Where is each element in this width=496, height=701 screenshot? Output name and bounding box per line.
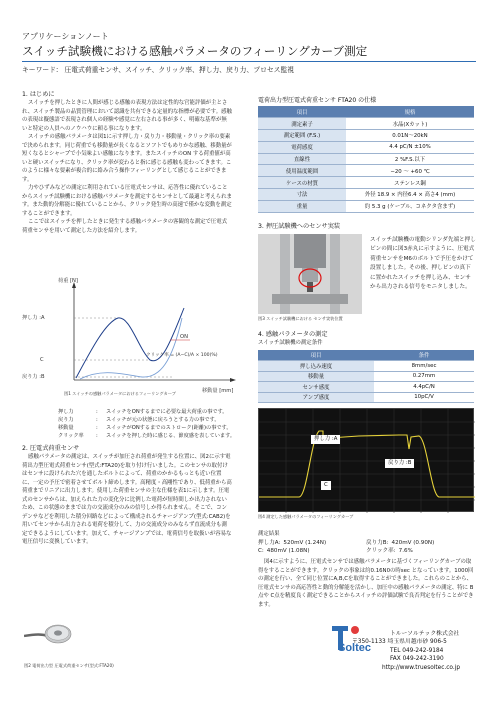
sensor-photo (24, 612, 80, 654)
table-cell: 水晶(Xカット) (346, 118, 474, 130)
switch-tester-image (258, 234, 362, 314)
table-cell: 重量 (258, 200, 346, 212)
push-force-label: 押し力 :A (22, 315, 45, 321)
table-row (258, 130, 474, 142)
oscilloscope-trace (259, 409, 475, 513)
document-series: アプリケーションノート (22, 32, 109, 41)
result-key: C: (258, 548, 264, 555)
table-cell: 外径 18.9 × 内径6.4 × 高さ4 (mm) (346, 189, 474, 201)
table-header-row (258, 350, 474, 361)
definition-desc: スイッチがONするまでのストローク(距離)の事です。 (106, 425, 232, 431)
table-cell: 寸法 (258, 189, 346, 201)
table-cell: 直線性 (258, 153, 346, 165)
oscilloscope-figure (258, 408, 474, 512)
table-cell: 約 5.3 g (ケーブル、コネクタ含まず) (346, 200, 474, 212)
section-2-paragraph: 感触パラメータの測定は、スイッチが加圧され荷重が発生する位置に、図2に示す電荷出力型圧電式荷重センサ(型式:FTA20)を取り付け行いました。このセンサの取付けはセンサに設けられた穴を通したボルトによって、荷重のかかるもっとも近い位置に、一定の予圧で密着させてボルト締めします。高精度・高剛性であり、低荷重から高荷重までリニアに出力します。使用した荷重センサの主な仕様を表1に示します。圧電式のセンサからは、加えられた力の変化分に比例した電荷が短時間しか出力されないため、この状態のままでは力の交流成分のみの信号しか得られません。そこで、コンデンサなどを利用した積分回路などによって構成されるチャージアンプ(型式:CAB2)を用いてセンサから出力される電荷を積分して、力の交流成分のみならず直流成分も測定できるようにしています。加えて、チャージアンプでは、電荷信号を取扱いが容易な電圧信号に変換しています。 (22, 454, 232, 545)
table-cell: 電荷感度 (258, 141, 346, 153)
keywords-label: キーワード: (22, 66, 59, 74)
results-title: 測定結果 (258, 531, 280, 537)
scope-label-a: 押し力 :A (311, 435, 340, 444)
table-header-cell: 条件 (374, 350, 474, 361)
table-cell: 測定範囲 (F.S.) (258, 130, 346, 142)
keywords-text: 圧電式荷重センサ、スイッチ、クリック率、押し力、戻り力、プロセス監視 (64, 66, 295, 74)
scope-label-c: C (321, 481, 331, 490)
section-2-heading: 2. 圧電式荷重センサ (22, 445, 80, 452)
table-row (258, 153, 474, 165)
table-1-title: 電荷出力型圧電式荷重センサ FTA20 の仕様 (258, 97, 377, 104)
definition-term: 押し力 (58, 409, 74, 415)
company-info (352, 630, 494, 672)
definition-row: 移動量 : スイッチがONするまでのストローク(距離)の事です。 (58, 425, 232, 431)
section-4-subheading: スイッチ試験機の測定条件 (258, 340, 323, 346)
definition-row: 押し力 : スイッチをONするまでに必要な最大荷重の事です。 (58, 409, 228, 415)
table-header-row (258, 106, 474, 118)
sensor-spec-table (258, 106, 474, 213)
figure-1 (22, 278, 240, 400)
on-label: ON (180, 334, 188, 340)
table-cell: ケースの材質 (258, 177, 346, 189)
return-force-label: 戻り力 :B (22, 374, 45, 380)
definition-term: 移動量 (58, 425, 74, 431)
table-cell: 押し込み速度 (258, 361, 374, 372)
click-ratio-formula: クリック率 = (A−C)/A × 100(%) (146, 353, 218, 358)
table-row (258, 165, 474, 177)
table-row (258, 371, 474, 382)
definition-term: 戻り力 (58, 417, 74, 423)
table-header-cell: 項目 (258, 350, 374, 361)
section-1-paragraph: 力やひずみなどの測定に利用されている圧電式センサは、応答性に優れていることからスイッチ試験機における感触パラメータを測定するセンサとして最適と考えられます。また動的分解能に優れていることから、クリック発生時の高速で僅かな変動を測定することができます。 (22, 185, 232, 217)
table-row (258, 200, 474, 212)
figure-4-caption: 図4 測定した感触パラメータのフィーリングカーブ (258, 514, 354, 519)
company-name: トルーソルテック株式会社 (390, 631, 460, 637)
test-condition-table (258, 350, 474, 403)
y-axis-label: 荷重 [N] (58, 278, 78, 284)
definition-desc: スイッチをONするまでに必要な最大荷重の事です。 (106, 409, 228, 415)
table-cell: 4.4pC/N (374, 382, 474, 393)
scope-label-b: 戻り力 :B (385, 459, 414, 468)
section-4-text: 図4に示すように、圧電式センサでは感触パラメータに基づくフィーリングカーブの取得をすることができます。クリックの事象は約0.16N0の時sec となっています。1000回の測定を行い、全て同じ位置にA,B,Cを取得することができました。これらのことから、圧電式センサの高応答性と動的分解能を活かし、加圧中の感触パラメータの測定、特に B点や C点を精度良く測定できることからスイッチの評価試験で良否判定を行うことができます。 (258, 559, 474, 608)
section-1-paragraph: ここではスイッチを押したときに発生する感触パラメータの客観的な測定で圧電式荷重センサを用いて測定した方法を紹介します。 (22, 219, 228, 234)
result-value: 420mV (0.90N) (391, 540, 435, 546)
table-cell: 2 %F.S.以下 (346, 153, 474, 165)
table-cell: アンプ感度 (258, 392, 374, 403)
result-value: 480mV (1.08N) (266, 548, 310, 555)
table-cell: 4.4 pC/N ±10% (346, 141, 474, 153)
table-row (258, 382, 474, 393)
definition-row: 戻り力 : スイッチが元の状態に戻ろうとする力の事です。 (58, 417, 220, 423)
definition-list (58, 408, 238, 440)
table-cell: センサ感度 (258, 382, 374, 393)
x-axis-label: 移動量 [mm] (202, 388, 234, 394)
section-4-heading: 4. 感触パラメータの測定 (258, 331, 328, 338)
table-cell: 移動量 (258, 371, 374, 382)
table-cell: −20 〜 +60 ℃ (346, 165, 474, 177)
table-row (258, 361, 474, 372)
table-cell: 8mm/sec (374, 361, 474, 372)
section-2 (22, 444, 232, 547)
section-3-heading: 3. 押圧試験機へのセンサ実装 (258, 223, 341, 230)
table-cell: 0.27mm (374, 371, 474, 382)
result-value: 520mV (1.24N) (283, 540, 327, 546)
table-row (258, 392, 474, 403)
table-header-cell: 規格 (346, 106, 474, 118)
section-3-text: スイッチ試験機の電動シリンダ先端と押しピンの間に図3赤丸に示すように、圧電式荷重センサをM6のボルトで予圧をかけて設置しました。その後、押しピンの真下に置かれたスイッチを押し込み、センサから出力される信号をモニタしました。 (370, 237, 476, 291)
logo-text: Soltec (338, 642, 372, 654)
result-key: 戻り力B: (366, 540, 389, 546)
table-cell: ステンレス鋼 (346, 177, 474, 189)
figure-3-caption: 図3 スイッチ試験機における センサ実装位置 (258, 316, 343, 321)
section-1-heading: 1. はじめに (22, 91, 55, 98)
table-cell: 測定素子 (258, 118, 346, 130)
c-point-label: C (40, 357, 44, 363)
table-cell: 10pC/V (374, 392, 474, 403)
section-1-paragraph: スイッチを押したときに人間が感じる感触の表現方法は定性的な官能評価が主とされ、スイッチ製品の品質管理において認識を共有できる定量的な指標が必要です。感触の表現は擬態語で表現され個人の経験や感覚に左右される事が多く、明確な基準が無いと特定の人員へのノウハウに頼る事になります。 (22, 100, 232, 132)
table-row (258, 118, 474, 130)
table-row (258, 141, 474, 153)
definition-row: クリック率 : スイッチを押した時に感じる、節度感を表しています。 (58, 433, 236, 439)
company-tel: TEL 049-242-9184 (390, 647, 444, 654)
left-column (22, 90, 232, 235)
figure-1-caption: 図1 スイッチの感触パラメータにおけるフィーリングカーブ (64, 391, 176, 396)
table-row (258, 177, 474, 189)
results-grid (258, 539, 474, 556)
result-key: クリック率: (366, 548, 396, 555)
load-sensor-image (24, 612, 80, 654)
company-fax: FAX 049-242-3190 (390, 656, 444, 663)
company-url[interactable]: http://www.truesoltec.co.jp (382, 664, 460, 671)
company-address: 〒350-1133 埼玉県川越市砂 906-5 (352, 639, 447, 646)
result-key: 押し力A: (258, 540, 281, 546)
figure-2-caption: 図2 電荷出力型 圧電式荷重センサ(型式:FTA20) (24, 663, 114, 668)
definition-desc: スイッチが元の状態に戻ろうとする力の事です。 (106, 417, 220, 423)
table-cell: 使用温度範囲 (258, 165, 346, 177)
document-title: スイッチ試験機における感触パラメータのフィーリングカーブ測定 (22, 44, 368, 58)
table-row (258, 189, 474, 201)
tester-photo (258, 234, 362, 314)
keywords-line (22, 66, 294, 75)
definition-term: クリック率 (58, 433, 84, 439)
section-1-paragraph: スイッチの感触パラメータは図1に示す押し力・戻り力・移動量・クリック率の要素で決められます。同じ荷重でも移動量が長くなるとソフトでもめりかな感触、移動量が短くなるとシャープで小気味よい感触になります。またスイッチのON する荷重値が高いと硬いスイッチになり、クリック率が変わると指に感じる感触も変わってきます。このように様々な要素が複合的に絡み合う操作フィーリングとして感じることができます。 (22, 134, 232, 183)
table-cell: 0.01N〜20kN (346, 130, 474, 142)
title-rule (22, 61, 476, 62)
table-header-cell: 項目 (258, 106, 346, 118)
definition-desc: スイッチを押した時に感じる、節度感を表しています。 (106, 433, 236, 439)
feeling-curve-diagram (22, 278, 240, 400)
result-value: 7.6% (398, 548, 413, 555)
